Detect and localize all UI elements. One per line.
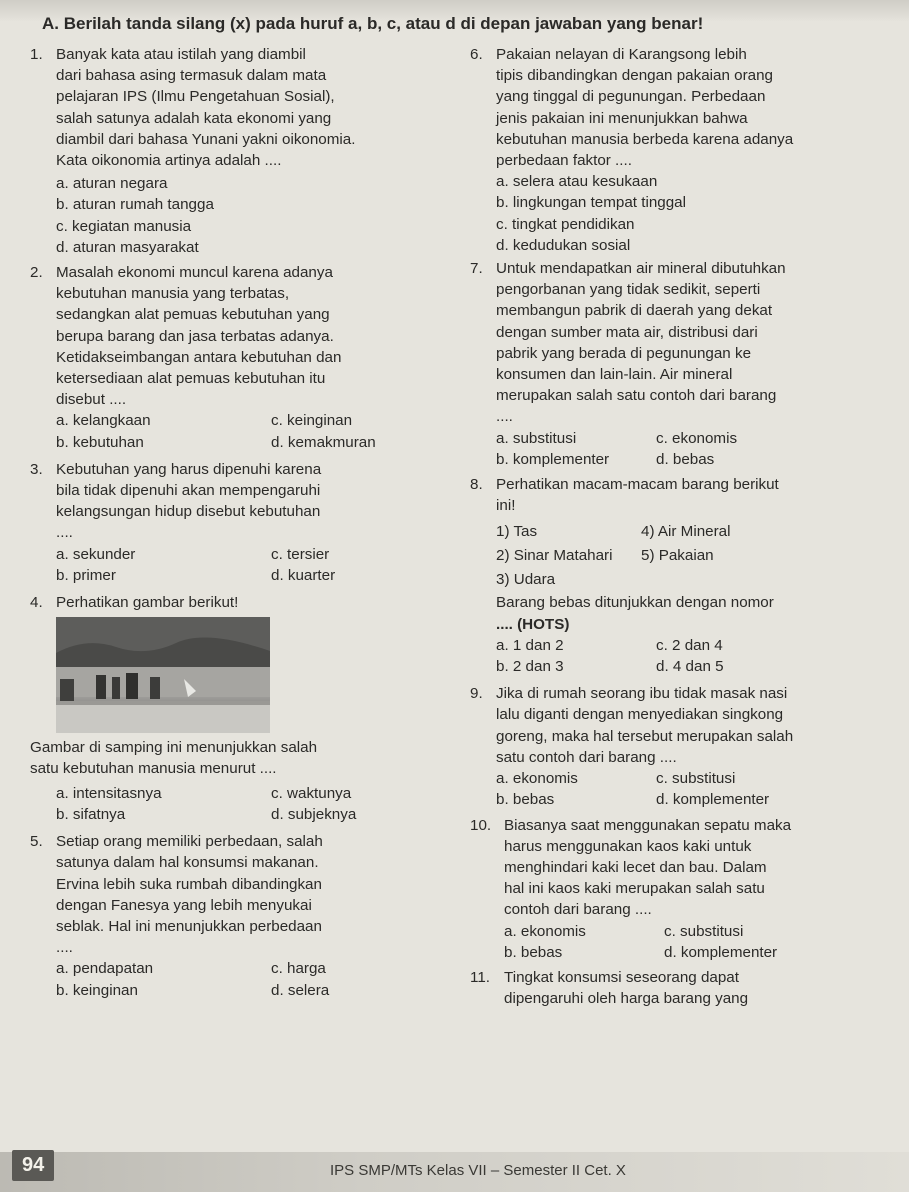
list-item: 3) Udara: [496, 571, 556, 589]
question-text: Jika di rumah seorang ibu tidak masak nasi: [496, 685, 788, 703]
question-number: 8.: [470, 476, 483, 494]
option-d[interactable]: d. 4 dan 5: [656, 658, 724, 676]
item-list: [470, 520, 895, 592]
question-text: kebutuhan manusia yang terbatas,: [56, 285, 290, 303]
answer-options: [30, 173, 480, 258]
question-text: Untuk mendapatkan air mineral dibutuhkan: [496, 260, 786, 278]
question-text: perbedaan faktor ....: [496, 152, 632, 170]
question-text: Tingkat konsumsi seseorang dapat: [504, 968, 739, 986]
question-text: satunya dalam hal konsumsi makanan.: [56, 854, 319, 872]
question-text: Kata oikonomia artinya adalah ....: [56, 152, 282, 170]
question-text: yang tinggal di pegunungan. Perbedaan: [496, 88, 766, 106]
answer-options: [30, 410, 480, 452]
page-number: 94: [12, 1150, 54, 1181]
question-number: 1.: [30, 46, 43, 63]
question-text: Banyak kata atau istilah yang diambil: [56, 46, 306, 63]
question-text: satu kebutuhan manusia menurut ....: [30, 760, 277, 778]
question-text: ....: [496, 408, 513, 426]
question-text: dengan Fanesya yang lebih menyukai: [56, 896, 312, 914]
question-text: dari bahasa asing termasuk dalam mata: [56, 67, 327, 85]
question-number: 2.: [30, 264, 43, 282]
answer-options: [30, 544, 480, 586]
question-text: dipengaruhi oleh harga barang yang: [504, 990, 749, 1008]
option-c[interactable]: c. harga: [271, 960, 326, 978]
question-5: [30, 831, 480, 958]
option-b[interactable]: b. keinginan: [56, 981, 138, 999]
option-c[interactable]: c. kegiatan manusia: [56, 217, 192, 235]
question-text: konsumen dan lain-lain. Air mineral: [496, 366, 733, 384]
option-b[interactable]: b. lingkungan tempat tinggal: [496, 194, 686, 212]
option-d[interactable]: d. kemakmuran: [271, 433, 376, 451]
question-text: Setiap orang memiliki perbedaan, salah: [56, 833, 323, 851]
question-8: [470, 474, 895, 516]
question-number: 7.: [470, 260, 483, 278]
question-text: kebutuhan manusia berbeda karena adanya: [496, 130, 794, 148]
option-b[interactable]: b. komplementer: [496, 450, 610, 468]
question-text: pengorbanan yang tidak sedikit, seperti: [496, 281, 761, 299]
answer-options: [30, 783, 480, 825]
question-text: merupakan salah satu contoh dari barang: [496, 387, 777, 405]
option-a[interactable]: a. ekonomis: [496, 770, 578, 788]
question-text: contoh dari barang ....: [504, 901, 652, 919]
question-text: bila tidak dipenuhi akan mempengaruhi: [56, 482, 321, 500]
question-number: 9.: [470, 685, 483, 703]
option-a[interactable]: a. kelangkaan: [56, 412, 151, 430]
question-text: goreng, maka hal tersebut merupakan salah: [496, 727, 794, 745]
question-text: Biasanya saat menggunakan sepatu maka: [504, 816, 792, 834]
answer-options: [470, 768, 895, 810]
section-heading: A. Berilah tanda silang (x) pada huruf a, b, c, atau d di depan jawaban yang benar!: [42, 14, 704, 33]
option-d[interactable]: d. komplementer: [656, 791, 770, 809]
option-b[interactable]: b. aturan rumah tangga: [56, 196, 214, 214]
question-text: diambil dari bahasa Yunani yakni oikonomia.: [56, 130, 356, 148]
question-text: Ervina lebih suka rumbah dibandingkan: [56, 875, 322, 893]
question-1: [30, 44, 480, 171]
question-text: Masalah ekonomi muncul karena adanya: [56, 264, 333, 282]
option-b[interactable]: b. 2 dan 3: [496, 658, 564, 676]
question-text: hal ini kaos kaki merupakan salah satu: [504, 880, 765, 898]
question-number: 3.: [30, 460, 43, 478]
answer-options: [470, 921, 895, 963]
question-text: dengan sumber mata air, distribusi dari: [496, 323, 758, 341]
question-text: ini!: [496, 497, 516, 515]
option-d[interactable]: d. komplementer: [664, 943, 778, 961]
question-11: [470, 967, 895, 1009]
question-number: 6.: [470, 46, 483, 63]
question-6: [470, 44, 895, 171]
question-number: 4.: [30, 594, 43, 612]
option-d[interactable]: d. aturan masyarakat: [56, 238, 199, 256]
option-d[interactable]: d. bebas: [656, 450, 715, 468]
question-text: jenis pakaian ini menunjukkan bahwa: [496, 109, 748, 127]
option-d[interactable]: d. kedudukan sosial: [496, 236, 631, 254]
photo-illustration: [56, 617, 270, 733]
answer-options: [470, 171, 895, 256]
option-a[interactable]: a. sekunder: [56, 545, 136, 563]
question-text: satu contoh dari barang ....: [496, 748, 677, 766]
question-photo: [56, 617, 270, 733]
list-item: 2) Sinar Matahari: [496, 547, 613, 565]
left-column: [30, 44, 480, 1001]
question-text: Ketidakseimbangan antara kebutuhan dan: [56, 348, 342, 366]
question-number: 10.: [470, 816, 492, 834]
question-text: Perhatikan macam-macam barang berikut: [496, 476, 779, 494]
question-text: sedangkan alat pemuas kebutuhan yang: [56, 306, 330, 324]
question-text: seblak. Hal ini menunjukkan perbedaan: [56, 917, 322, 935]
question-text: salah satunya adalah kata ekonomi yang: [56, 109, 332, 127]
option-a[interactable]: a. 1 dan 2: [496, 636, 564, 654]
question-9: [470, 683, 895, 768]
question-text: menghindari kaki lecet dan bau. Dalam: [504, 858, 767, 876]
option-d[interactable]: d. subjeknya: [271, 805, 357, 823]
option-c[interactable]: c. keinginan: [271, 412, 353, 430]
question-text: lalu diganti dengan menyediakan singkong: [496, 706, 784, 724]
question-text: Pakaian nelayan di Karangsong lebih: [496, 46, 747, 63]
question-8-prompt: [470, 592, 895, 634]
question-10: [470, 815, 895, 921]
option-c[interactable]: c. substitusi: [664, 922, 744, 940]
option-c[interactable]: c. substitusi: [656, 770, 736, 788]
option-c[interactable]: c. ekonomis: [656, 429, 738, 447]
question-text: pabrik yang berada di pegunungan ke: [496, 344, 752, 362]
option-a[interactable]: a. pendapatan: [56, 960, 154, 978]
hots-label: .... (HOTS): [496, 615, 570, 633]
option-b[interactable]: b. primer: [56, 566, 116, 584]
option-d[interactable]: d. selera: [271, 981, 330, 999]
question-text: kelangsungan hidup disebut kebutuhan: [56, 503, 321, 521]
question-text: Gambar di samping ini menunjukkan salah: [30, 739, 318, 757]
question-4: [30, 592, 480, 613]
question-text: membangun pabrik di daerah yang dekat: [496, 302, 773, 320]
option-c[interactable]: c. 2 dan 4: [656, 636, 723, 654]
question-text: disebut ....: [56, 391, 127, 409]
option-a[interactable]: a. aturan negara: [56, 175, 168, 193]
option-a[interactable]: a. selera atau kesukaan: [496, 173, 658, 191]
question-number: 11.: [470, 968, 490, 986]
question-text: ketersediaan alat pemuas kebutuhan itu: [56, 370, 326, 388]
option-a[interactable]: a. intensitasnya: [56, 784, 162, 802]
footer-title: IPS SMP/MTs Kelas VII – Semester II Cet. X: [330, 1162, 626, 1179]
right-column: [470, 44, 895, 1009]
list-item: 5) Pakaian: [641, 547, 714, 565]
question-3: [30, 459, 480, 544]
option-a[interactable]: a. ekonomis: [504, 922, 586, 940]
option-c[interactable]: c. waktunya: [271, 784, 352, 802]
question-2: [30, 262, 480, 410]
option-d[interactable]: d. kuarter: [271, 566, 336, 584]
list-item: 1) Tas: [496, 523, 538, 541]
question-text: Kebutuhan yang harus dipenuhi karena: [56, 460, 322, 478]
question-7: [470, 258, 895, 428]
answer-options: [30, 958, 480, 1000]
question-text: Barang bebas ditunjukkan dengan nomor: [496, 594, 774, 612]
question-text: pelajaran IPS (Ilmu Pengetahuan Sosial),: [56, 88, 335, 106]
question-4-text: [30, 737, 480, 779]
option-b[interactable]: b. kebutuhan: [56, 433, 144, 451]
option-c[interactable]: c. tingkat pendidikan: [496, 215, 635, 233]
option-a[interactable]: a. substitusi: [496, 429, 577, 447]
answer-options: [470, 428, 895, 470]
question-text: tipis dibandingkan dengan pakaian orang: [496, 67, 773, 85]
question-text: berupa barang dan jasa terbatas adanya.: [56, 327, 334, 345]
option-c[interactable]: c. tersier: [271, 545, 330, 563]
list-item: 4) Air Mineral: [641, 523, 731, 541]
question-text: ....: [56, 939, 73, 957]
option-b[interactable]: b. bebas: [504, 943, 563, 961]
question-text: harus menggunakan kaos kaki untuk: [504, 837, 752, 855]
option-b[interactable]: b. bebas: [496, 791, 555, 809]
answer-options: [470, 635, 895, 677]
question-text: ....: [56, 524, 73, 542]
option-b[interactable]: b. sifatnya: [56, 805, 126, 823]
question-number: 5.: [30, 833, 43, 851]
question-text: Perhatikan gambar berikut!: [56, 594, 239, 612]
